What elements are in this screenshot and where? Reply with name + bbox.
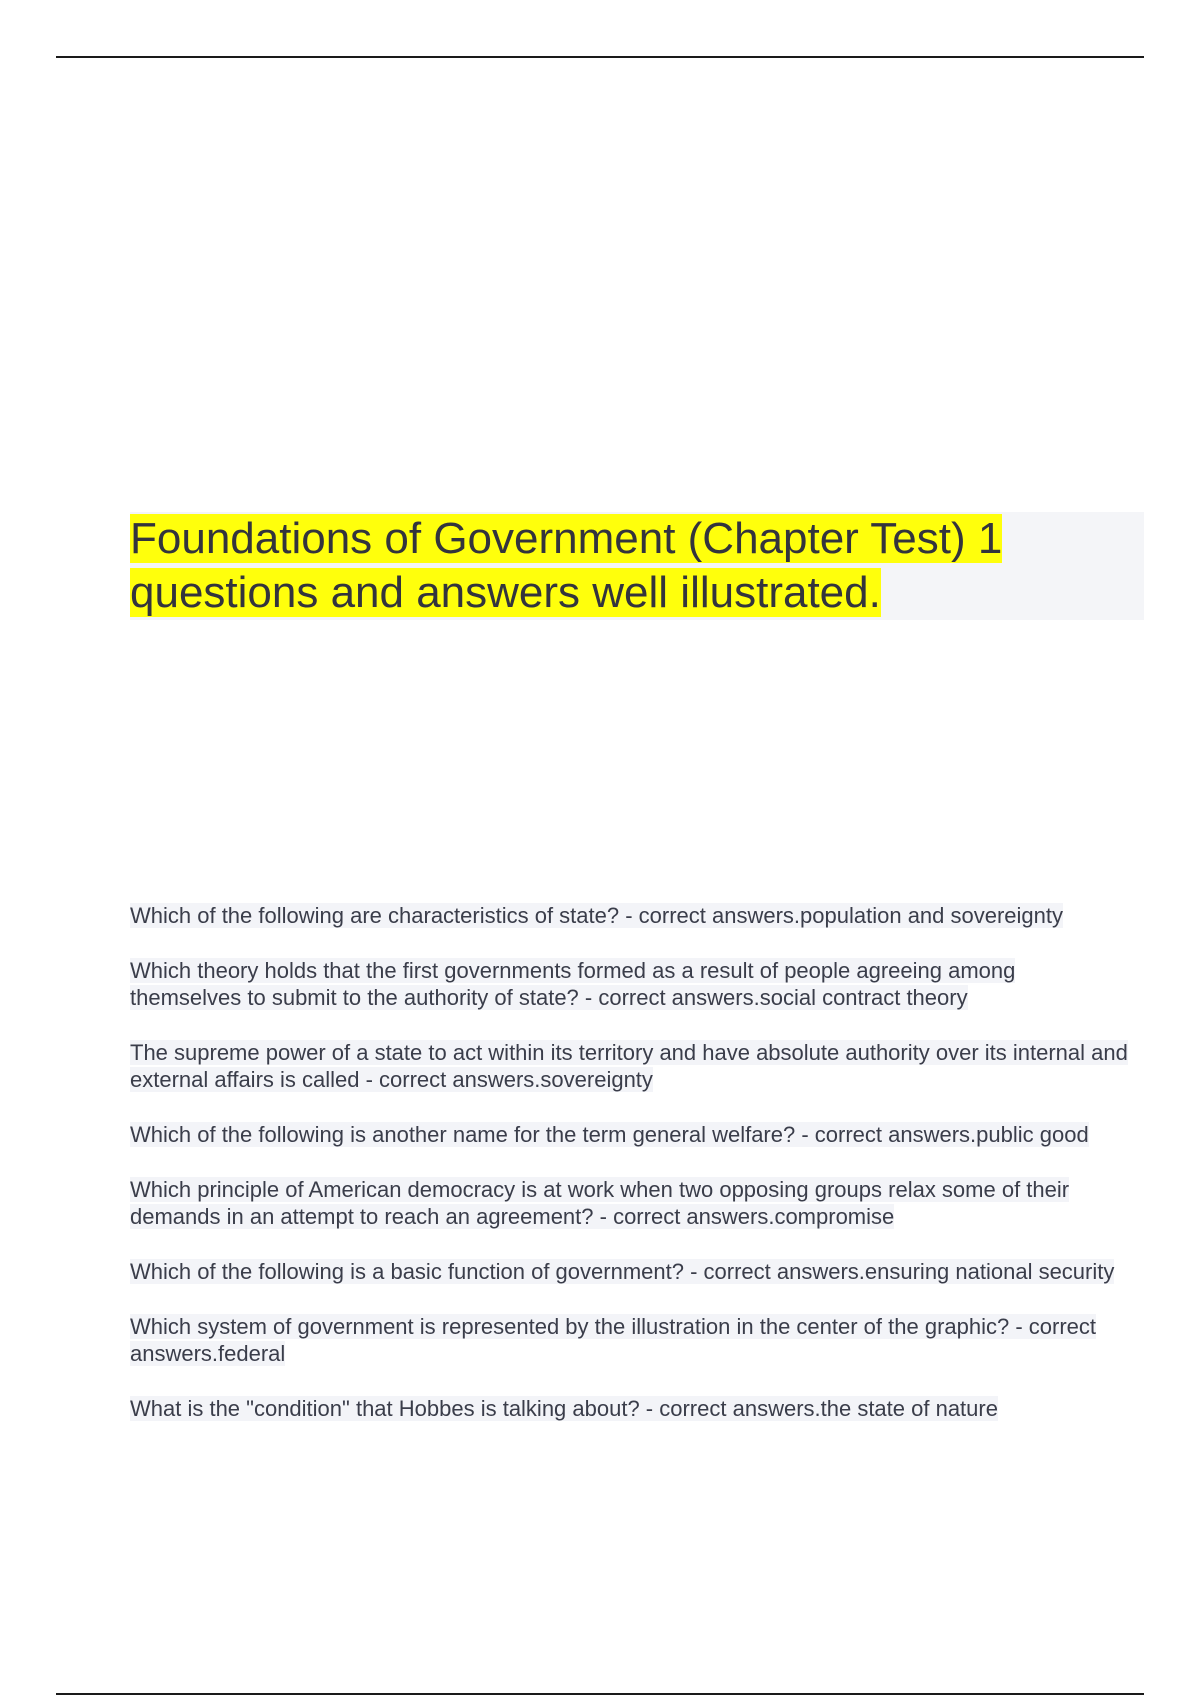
qa-text: Which theory holds that the first governments formed as a result of people agreeing among themselves to submit to the authority of state? - correct answers.social contract theory [130, 958, 1016, 1010]
qa-item [130, 957, 1130, 1011]
qa-item [130, 1395, 1130, 1422]
qa-text: Which of the following is another name for the term general welfare? - correct answers.public good [130, 1122, 1089, 1147]
qa-item [130, 1121, 1130, 1148]
qa-text: The supreme power of a state to act within its territory and have absolute authority over its internal and external affairs is called - correct answers.sovereignty [130, 1040, 1128, 1092]
qa-item [130, 1258, 1130, 1285]
qa-item [130, 1313, 1130, 1367]
qa-text: Which system of government is represented by the illustration in the center of the graphic? - correct answers.federal [130, 1314, 1097, 1366]
top-rule [56, 56, 1144, 58]
qa-item [130, 902, 1130, 929]
qa-item [130, 1039, 1130, 1093]
bottom-rule [56, 1693, 1144, 1695]
qa-text: Which of the following are characteristics of state? - correct answers.population and sovereignty [130, 903, 1064, 928]
title-block [130, 512, 1144, 620]
qa-item [130, 1176, 1130, 1230]
title-highlight: Foundations of Government (Chapter Test) 1 questions and answers well illustrated. [130, 514, 1003, 617]
qa-list [130, 902, 1130, 1450]
qa-text: Which principle of American democracy is at work when two opposing groups relax some of their demands in an attempt to reach an agreement? - correct answers.compromise [130, 1177, 1070, 1229]
document-title [130, 512, 1144, 620]
qa-text: Which of the following is a basic function of government? - correct answers.ensuring national security [130, 1259, 1115, 1284]
qa-text: What is the "condition" that Hobbes is talking about? - correct answers.the state of nature [130, 1396, 998, 1421]
